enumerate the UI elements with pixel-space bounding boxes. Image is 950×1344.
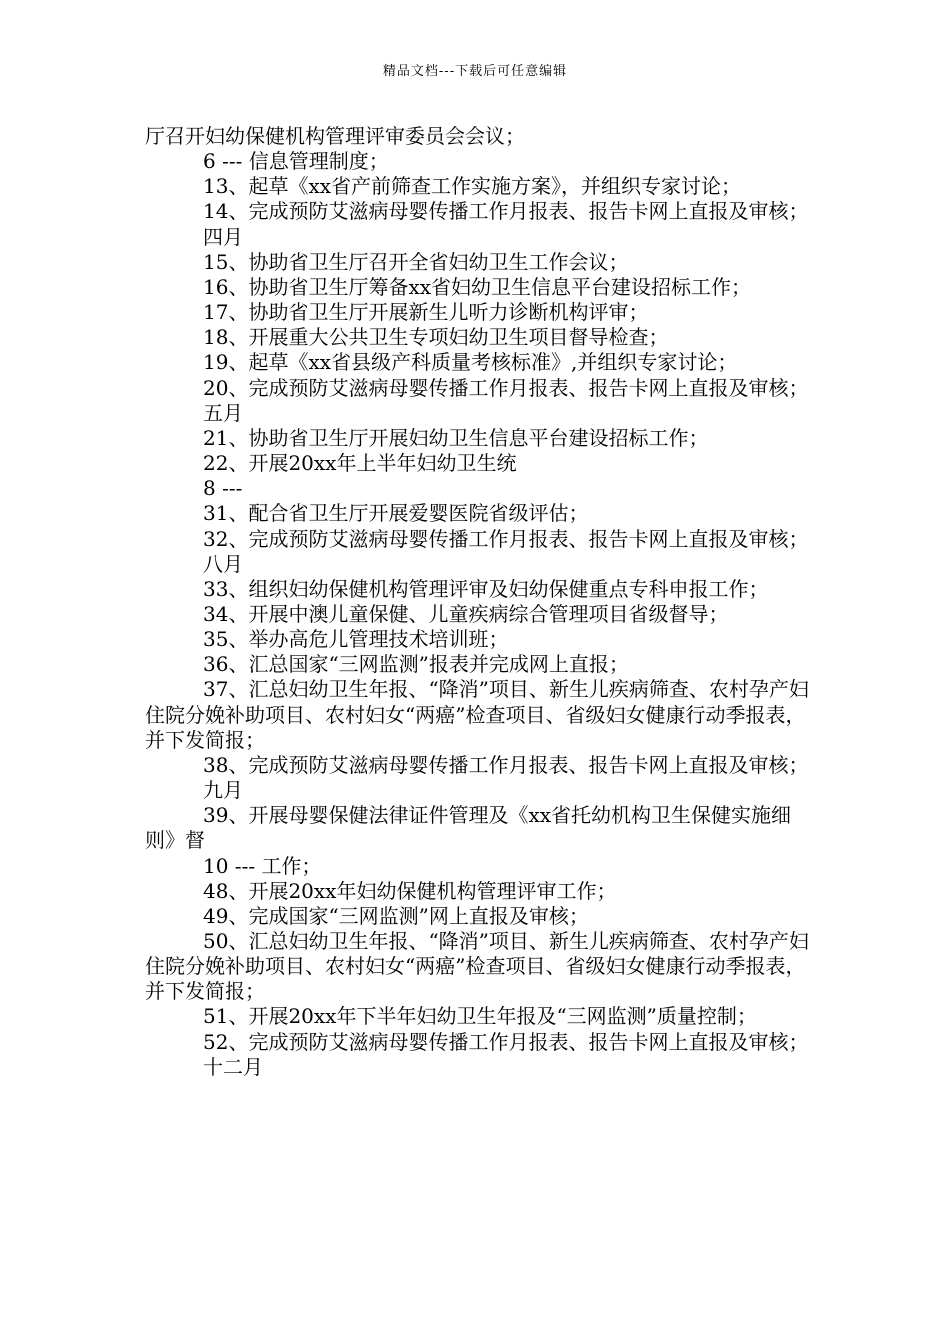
paragraph: 6 --- 信息管理制度； — [203, 149, 389, 174]
paragraph: 16、协助省卫生厅筹备xx省妇幼卫生信息平台建设招标工作； — [203, 274, 752, 299]
paragraph: 九月 — [203, 778, 243, 803]
paragraph: 31、配合省卫生厅开展爱婴医院省级评估； — [203, 501, 589, 526]
paragraph: 33、组织妇幼保健机构管理评审及妇幼保健重点专科申报工作； — [203, 576, 769, 601]
page-header: 精品文档---下载后可任意编辑 — [382, 64, 568, 79]
paragraph: 38、完成预防艾滋病母婴传播工作月报表、报告卡网上直报及审核； — [203, 752, 809, 777]
paragraph: 厅召开妇幼保健机构管理评审委员会会议； — [145, 124, 525, 148]
paragraph: 50、汇总妇幼卫生年报、“降消”项目、新生儿疾病筛查、农村孕产妇住院分娩补助项目、农村妇女“两癌”检查项目、省级妇女健康行动季报表，并下发简报； — [145, 929, 809, 1004]
paragraph: 39、开展母婴保健法律证件管理及《xx省托幼机构卫生保健实施细则》督 — [145, 803, 792, 853]
paragraph: 34、开展中澳儿童保健、儿童疾病综合管理项目省级督导； — [203, 601, 729, 626]
paragraph: 19、起草《xx省县级产科质量考核标准》,并组织专家讨论； — [203, 350, 738, 375]
paragraph: 21、协助省卫生厅开展妇幼卫生信息平台建设招标工作； — [203, 425, 709, 450]
paragraph: 48、开展20xx年妇幼保健机构管理评审工作； — [203, 878, 617, 903]
paragraph: 49、完成国家“三网监测”网上直报及审核； — [203, 903, 589, 928]
paragraph: 18、开展重大公共卫生专项妇幼卫生项目督导检查； — [203, 325, 669, 350]
paragraph: 32、完成预防艾滋病母婴传播工作月报表、报告卡网上直报及审核； — [203, 526, 809, 551]
paragraph: 20、完成预防艾滋病母婴传播工作月报表、报告卡网上直报及审核； — [203, 375, 809, 400]
paragraph: 8 --- — [203, 476, 243, 501]
paragraph: 14、完成预防艾滋病母婴传播工作月报表、报告卡网上直报及审核； — [203, 199, 809, 224]
paragraph: 35、举办高危儿管理技术培训班； — [203, 627, 509, 652]
paragraph: 52、完成预防艾滋病母婴传播工作月报表、报告卡网上直报及审核； — [203, 1029, 809, 1054]
paragraph: 17、协助省卫生厅开展新生儿听力诊断机构评审； — [203, 300, 649, 325]
paragraph: 13、起草《xx省产前筛查工作实施方案》，并组织专家讨论； — [203, 174, 742, 199]
paragraph: 八月 — [203, 551, 243, 576]
paragraph: 四月 — [203, 224, 243, 249]
paragraph: 五月 — [203, 400, 243, 425]
paragraph: 15、协助省卫生厅召开全省妇幼卫生工作会议； — [203, 249, 629, 274]
paragraph: 22、开展20xx年上半年妇幼卫生统 — [203, 451, 517, 476]
paragraph: 十二月 — [203, 1054, 263, 1079]
paragraph: 36、汇总国家“三网监测”报表并完成网上直报； — [203, 652, 629, 677]
paragraph: 51、开展20xx年下半年妇幼卫生年报及“三网监测”质量控制； — [203, 1004, 757, 1029]
document-body — [145, 124, 817, 1080]
paragraph: 37、汇总妇幼卫生年报、“降消”项目、新生儿疾病筛查、农村孕产妇住院分娩补助项目、农村妇女“两癌”检查项目、省级妇女健康行动季报表，并下发简报； — [145, 677, 809, 752]
paragraph: 10 --- 工作； — [203, 853, 322, 878]
